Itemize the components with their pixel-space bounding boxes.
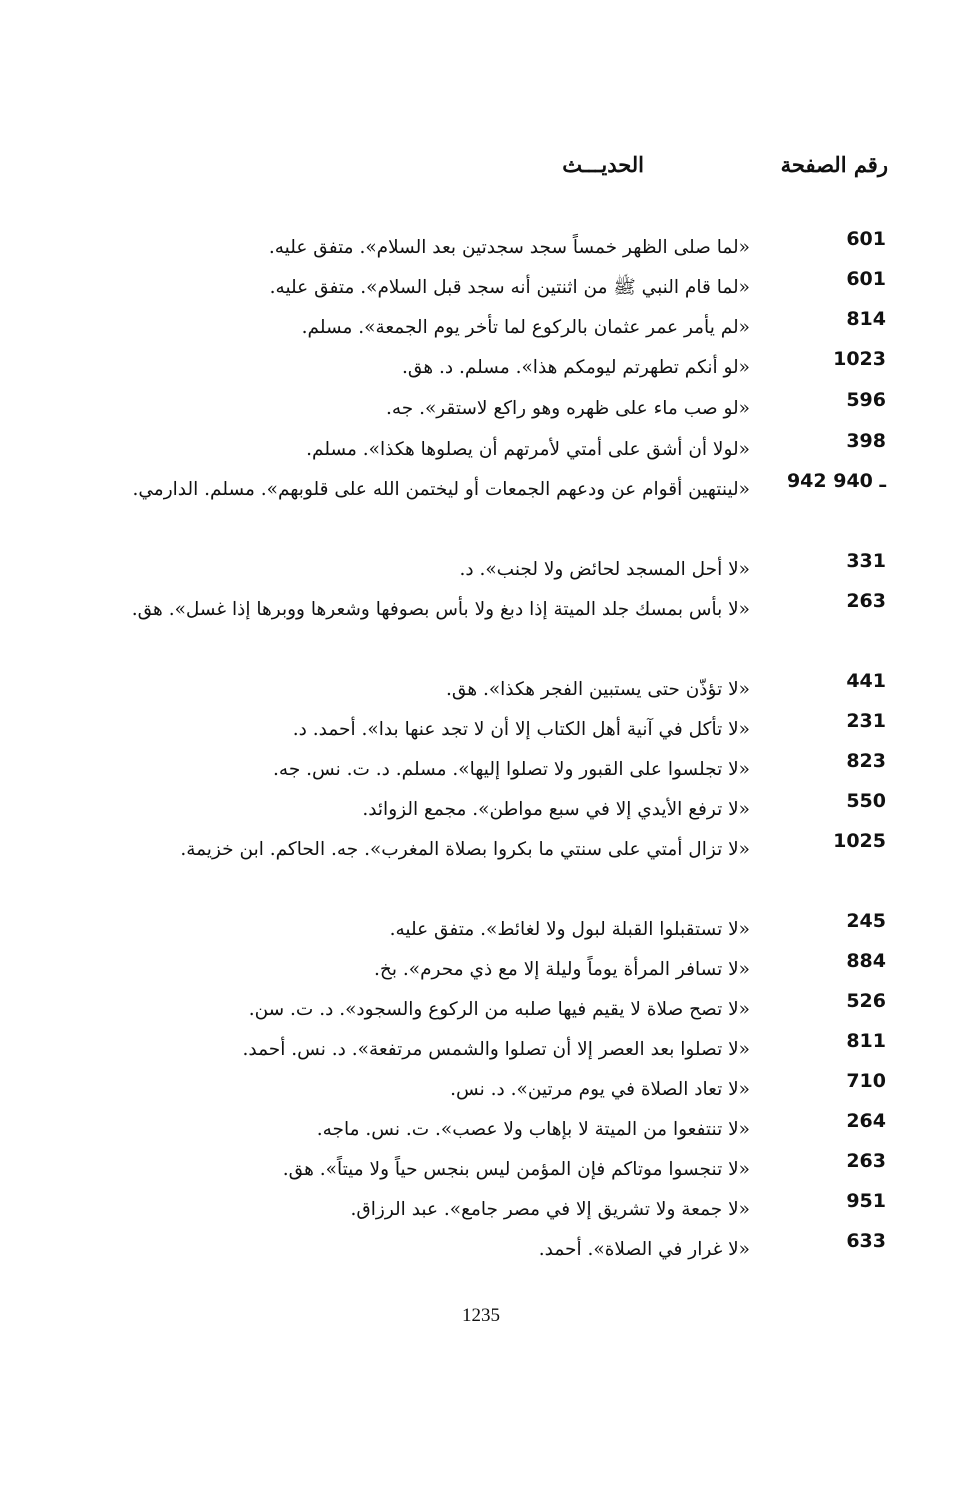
index-row xyxy=(0,1230,962,1270)
index-row xyxy=(0,348,962,388)
hadith-text: «لا تنتفعوا من الميتة لا بإهاب ولا عصب». ت. نس. ماجه. xyxy=(316,1119,750,1140)
index-row xyxy=(0,1070,962,1110)
hadith-text: «لا غرار في الصلاة». أحمد. xyxy=(538,1239,750,1260)
hadith-text: «لا تعاد الصلاة في يوم مرتين». د. نس. xyxy=(450,1079,750,1100)
page-reference: 811 xyxy=(846,1030,886,1052)
hadith-text: «لا تصلوا بعد العصر إلا أن تصلوا والشمس مرتفعة». د. نس. أحمد. xyxy=(242,1039,750,1060)
hadith-text: «لا تنجسوا موتاكم فإن المؤمن ليس بنجس حياً ولا ميتاً». هق. xyxy=(282,1159,750,1180)
hadith-text: «لا تجلسوا على القبور ولا تصلوا إليها». مسلم. د. ت. نس. جه. xyxy=(273,759,750,780)
page-number-column-header: رقم الصفحة xyxy=(780,152,888,177)
page-reference: 1023 xyxy=(833,348,886,370)
index-row xyxy=(0,1150,962,1190)
index-row xyxy=(0,950,962,990)
index-row xyxy=(0,910,962,950)
hadith-text: «لو أنكم تطهرتم ليومكم هذا». مسلم. د. هق. xyxy=(402,357,750,378)
index-row xyxy=(0,590,962,670)
page-reference: 942 ـ 940 xyxy=(786,470,886,492)
hadith-column-header: الحديـــث xyxy=(562,152,644,177)
page-reference: 951 xyxy=(846,1190,886,1212)
index-row xyxy=(0,750,962,790)
hadith-text: «لا جمعة ولا تشريق إلا في مصر جامع». عبد الرزاق. xyxy=(350,1199,750,1220)
index-row xyxy=(0,430,962,470)
index-row xyxy=(0,670,962,710)
index-row xyxy=(0,830,962,910)
index-row xyxy=(0,470,962,550)
page-reference: 1025 xyxy=(833,830,886,852)
hadith-text: «لا تأكل في آنية أهل الكتاب إلا أن لا تجد عنها بدا». أحمد. د. xyxy=(292,719,750,740)
page-reference: 823 xyxy=(846,750,886,772)
hadith-text: «لا بأس بمسك جلد الميتة إذا دبغ ولا بأس بصوفها وشعرها ووبرها إذا غسل». هق. xyxy=(131,599,750,620)
index-row xyxy=(0,1030,962,1070)
index-row xyxy=(0,990,962,1030)
hadith-text: «لا تؤذّن حتى يستبين الفجر هكذا». هق. xyxy=(446,679,750,700)
index-row xyxy=(0,1190,962,1230)
page-reference: 331 xyxy=(846,550,886,572)
page-reference: 596 xyxy=(846,389,886,411)
hadith-text: «لم يأمر عمر عثمان بالركوع لما تأخر يوم الجمعة». مسلم. xyxy=(301,317,750,338)
page-reference: 263 xyxy=(846,1150,886,1172)
hadith-text: «لا أحل المسجد لحائض ولا لجنب». د. xyxy=(459,559,750,580)
hadith-text: «لا تصح صلاة لا يقيم فيها صلبه من الركوع والسجود». د. ت. سن. xyxy=(248,999,750,1020)
page-reference: 814 xyxy=(846,308,886,330)
page-reference: 633 xyxy=(846,1230,886,1252)
hadith-text: «لينتهين أقوام عن ودعهم الجمعات أو ليختمن الله على قلوبهم». مسلم. الدارمي. xyxy=(132,479,750,500)
page-reference: 710 xyxy=(846,1070,886,1092)
page-reference: 231 xyxy=(846,710,886,732)
page-number-footer: 1235 xyxy=(462,1305,500,1326)
hadith-text: «لما قام النبي ﷺ من اثنتين أنه سجد قبل السلام». متفق عليه. xyxy=(269,277,750,298)
page-reference: 526 xyxy=(846,990,886,1012)
page-reference: 264 xyxy=(846,1110,886,1132)
index-row xyxy=(0,710,962,750)
page-reference: 601 xyxy=(846,228,886,250)
index-row xyxy=(0,389,962,429)
hadith-text: «لا تزال أمتي على سنتي ما بكروا بصلاة المغرب». جه. الحاكم. ابن خزيمة. xyxy=(180,839,750,860)
hadith-text: «لا ترفع الأيدي إلا في سبع مواطن». مجمع الزوائد. xyxy=(362,799,750,820)
index-row xyxy=(0,1110,962,1150)
page-reference: 884 xyxy=(846,950,886,972)
hadith-text: «لو صب ماء على ظهره وهو راكع لاستقر». جه. xyxy=(385,398,750,419)
hadith-text: «لا تسافر المرأة يوماً وليلة إلا مع ذي محرم». بخ. xyxy=(374,959,750,980)
page-reference: 398 xyxy=(846,430,886,452)
index-row xyxy=(0,790,962,830)
hadith-text: «لما صلى الظهر خمساً سجد سجدتين بعد السلام». متفق عليه. xyxy=(268,237,750,258)
index-row xyxy=(0,268,962,308)
hadith-text: «لولا أن أشق على أمتي لأمرتهم أن يصلوها هكذا». مسلم. xyxy=(306,439,750,460)
page-reference: 550 xyxy=(846,790,886,812)
index-row xyxy=(0,308,962,348)
index-row xyxy=(0,550,962,590)
page-reference: 441 xyxy=(846,670,886,692)
page-reference: 263 xyxy=(846,590,886,612)
page-reference: 601 xyxy=(846,268,886,290)
hadith-text: «لا تستقبلوا القبلة لبول ولا لغائط». متفق عليه. xyxy=(389,919,750,940)
page-reference: 245 xyxy=(846,910,886,932)
index-row xyxy=(0,228,962,268)
